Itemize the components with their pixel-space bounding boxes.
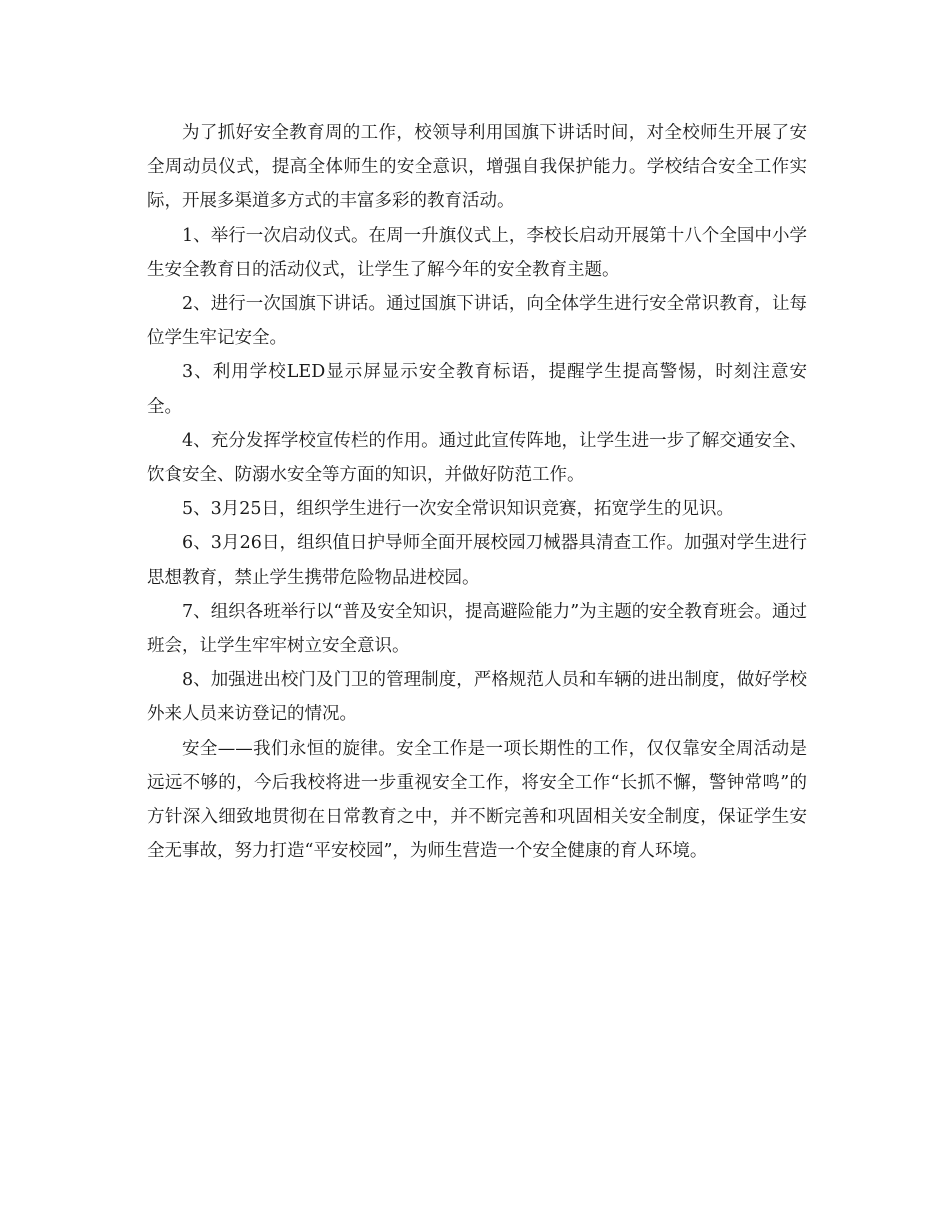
paragraph-item-8: 8、加强进出校门及门卫的管理制度，严格规范人员和车辆的进出制度，做好学校外来人员来访登记的情况。 — [147, 670, 807, 725]
paragraph-item-1: 1、举行一次启动仪式。在周一升旗仪式上，李校长启动开展第十八个全国中小学生安全教育日的活动仪式，让学生了解今年的安全教育主题。 — [147, 225, 807, 280]
paragraph-intro: 为了抓好安全教育周的工作，校领导利用国旗下讲话时间，对全校师生开展了安全周动员仪式，提高全体师生的安全意识，增强自我保护能力。学校结合安全工作实际，开展多渠道多方式的丰富多彩的教育活动。 — [147, 123, 807, 212]
paragraph-conclusion: 安全——我们永恒的旋律。安全工作是一项长期性的工作，仅仅靠安全周活动是远远不够的，今后我校将进一步重视安全工作，将安全工作“长抓不懈，警钟常鸣”的方针深入细致地贯彻在日常教育之中，并不断完善和巩固相关安全制度，保证学生安全无事故，努力打造“平安校园”，为师生营造一个安全健康的育人环境。 — [147, 738, 807, 862]
paragraph-item-5: 5、3月25日，组织学生进行一次安全常识知识竞赛，拓宽学生的见识。 — [182, 499, 735, 520]
paragraph-item-4: 4、充分发挥学校宣传栏的作用。通过此宣传阵地，让学生进一步了解交通安全、饮食安全、防溺水安全等方面的知识，并做好防范工作。 — [147, 430, 807, 486]
document-body — [147, 116, 807, 868]
paragraph-item-7: 7、组织各班举行以“普及安全知识，提高避险能力”为主题的安全教育班会。通过班会，让学生牢牢树立安全意识。 — [147, 601, 807, 657]
paragraph-item-2: 2、进行一次国旗下讲话。通过国旗下讲话，向全体学生进行安全常识教育，让每位学生牢记安全。 — [147, 294, 807, 349]
paragraph-item-6: 6、3月26日，组织值日护导师全面开展校园刀械器具清查工作。加强对学生进行思想教育，禁止学生携带危险物品进校园。 — [147, 533, 807, 588]
paragraph-item-3: 3、利用学校LED显示屏显示安全教育标语，提醒学生提高警惕，时刻注意安全。 — [147, 362, 807, 417]
